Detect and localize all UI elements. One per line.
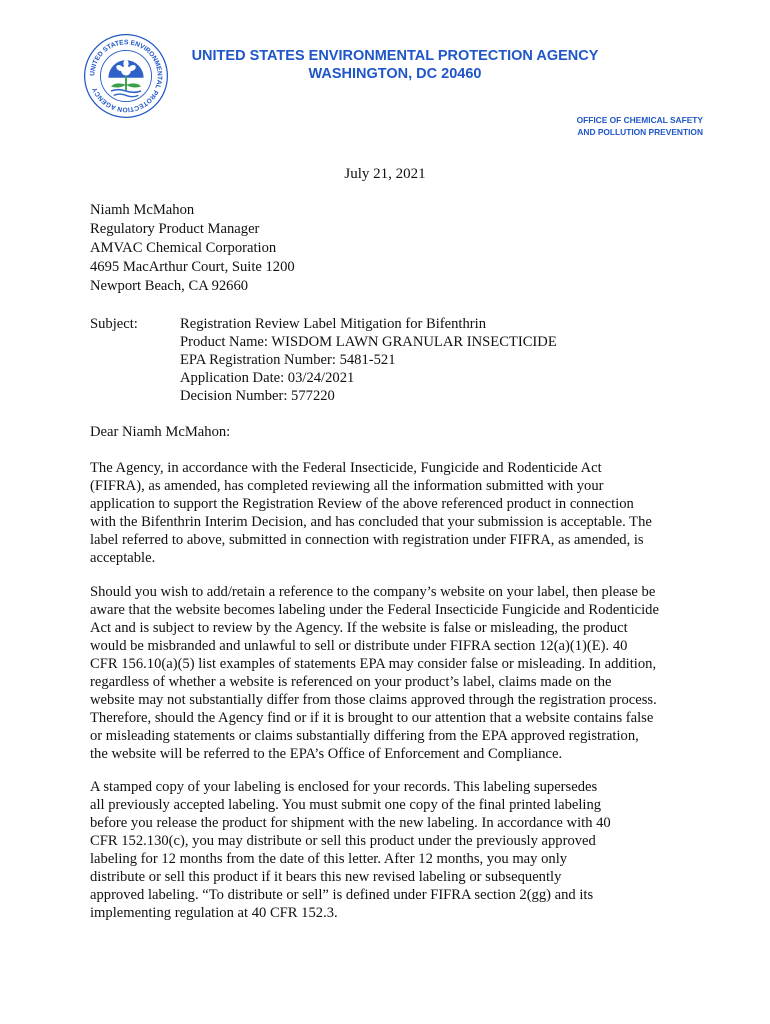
letter-date: July 21, 2021: [344, 166, 426, 182]
office-line-1: OFFICE OF CHEMICAL SAFETY: [576, 115, 703, 125]
subject-line: EPA Registration Number: 5481-521: [180, 352, 396, 368]
epa-seal-icon: [82, 32, 170, 120]
body-paragraph-2: [90, 583, 692, 763]
text-line: implementing regulation at 40 CFR 152.3.: [90, 905, 338, 921]
text-line: CFR 156.10(a)(5) list examples of statements EPA may consider false or misleading. In addition,: [90, 656, 657, 672]
agency-header: [175, 47, 615, 83]
text-line: label referred to above, submitted in connection with registration under FIFRA, as amended, is: [90, 532, 644, 548]
subject-line: Application Date: 03/24/2021: [180, 370, 355, 386]
agency-name: UNITED STATES ENVIRONMENTAL PROTECTION AGENCY: [191, 48, 599, 64]
text-line: distribute or sell this product if it bears this new revised labeling or subsequently: [90, 869, 562, 885]
body-paragraph-3: [90, 778, 692, 922]
agency-location: WASHINGTON, DC 20460: [308, 66, 482, 82]
text-line: Act and is subject to review by the Agency. If the website is false or misleading, the product: [90, 620, 628, 636]
seal-text: UNITED STATES ENVIRONMENTAL PROTECTION AGENCY: [89, 39, 163, 113]
subject-block: [180, 315, 557, 405]
text-line: Therefore, should the Agency find or if it is brought to our attention that a website contains false: [90, 710, 654, 726]
text-line: with the Bifenthrin Interim Decision, and has concluded that your submission is acceptable. The: [90, 514, 652, 530]
subject-line: Product Name: WISDOM LAWN GRANULAR INSECTICIDE: [180, 334, 557, 350]
text-line: or misleading statements or claims substantially differing from the EPA approved registration,: [90, 728, 639, 744]
text-line: would be misbranded and unlawful to sell or distribute under FIFRA section 12(a)(1)(E). 40: [90, 638, 628, 654]
text-line: website may not substantially differ from those claims approved through the registration process.: [90, 692, 657, 708]
recipient-street: 4695 MacArthur Court, Suite 1200: [90, 259, 295, 275]
text-line: before you release the product for shipment with the new labeling. In accordance with 40: [90, 815, 611, 831]
text-line: application to support the Registration Review of the above referenced product in connection: [90, 496, 634, 512]
office-line-2: AND POLLUTION PREVENTION: [577, 127, 703, 137]
text-line: A stamped copy of your labeling is enclosed for your records. This labeling supersedes: [90, 779, 598, 795]
text-line: The Agency, in accordance with the Federal Insecticide, Fungicide and Rodenticide Act: [90, 460, 602, 476]
text-line: all previously accepted labeling. You must submit one copy of the final printed labeling: [90, 797, 602, 813]
recipient-company: AMVAC Chemical Corporation: [90, 240, 277, 256]
body-paragraph-1: [90, 459, 692, 567]
text-line: (FIFRA), as amended, has completed reviewing all the information submitted with your: [90, 478, 604, 494]
recipient-address: [90, 201, 295, 296]
subject-label: Subject:: [90, 316, 138, 332]
text-line: labeling for 12 months from the date of this letter. After 12 months, you may only: [90, 851, 568, 867]
text-line: approved labeling. “To distribute or sell” is defined under FIFRA section 2(gg) and its: [90, 887, 594, 903]
text-line: regardless of whether a website is referenced on your product’s label, claims made on the: [90, 674, 612, 690]
text-line: the website will be referred to the EPA’s Office of Enforcement and Compliance.: [90, 746, 563, 762]
subject-line: Decision Number: 577220: [180, 388, 335, 404]
recipient-city: Newport Beach, CA 92660: [90, 278, 249, 294]
text-line: aware that the website becomes labeling under the Federal Insecticide Fungicide and Rodenticide: [90, 602, 659, 618]
recipient-name: Niamh McMahon: [90, 202, 195, 218]
salutation: Dear Niamh McMahon:: [90, 424, 231, 440]
text-line: acceptable.: [90, 550, 156, 566]
office-name: [577, 114, 703, 138]
text-line: Should you wish to add/retain a reference to the company’s website on your label, then please be: [90, 584, 656, 600]
subject-line: Registration Review Label Mitigation for Bifenthrin: [180, 316, 486, 332]
recipient-title: Regulatory Product Manager: [90, 221, 260, 237]
text-line: CFR 152.130(c), you may distribute or sell this product under the previously approved: [90, 833, 596, 849]
